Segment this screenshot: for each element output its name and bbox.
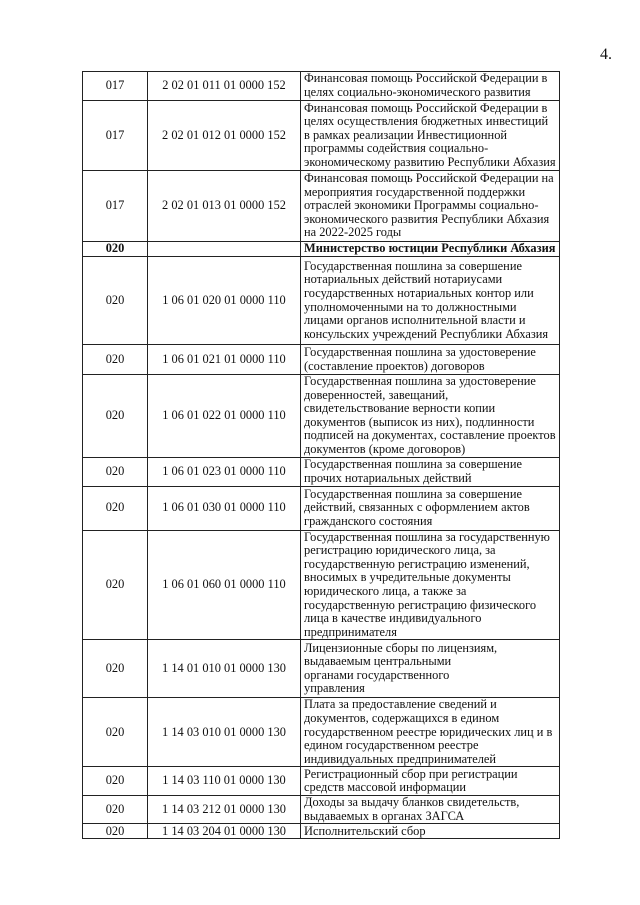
revenue-code-cell: 1 14 03 204 01 0000 130 (148, 824, 301, 839)
table-body (83, 72, 560, 839)
revenue-code-cell: 1 14 01 010 01 0000 130 (148, 640, 301, 698)
revenue-name-cell: Финансовая помощь Российской Федерации в целях социально-экономического развития (301, 72, 560, 101)
table-row (83, 101, 560, 171)
table-row (83, 345, 560, 375)
revenue-name-cell: Государственная пошлина за удостоверение (составление проектов) договоров (301, 345, 560, 375)
table-row (83, 796, 560, 824)
admin-code-cell: 020 (83, 530, 148, 640)
revenue-code-cell: 1 06 01 030 01 0000 110 (148, 486, 301, 530)
admin-code-cell: 017 (83, 101, 148, 171)
admin-code-cell: 020 (83, 242, 148, 257)
admin-code-cell: 020 (83, 486, 148, 530)
revenue-name-cell: Исполнительский сбор (301, 824, 560, 839)
admin-code-cell: 020 (83, 698, 148, 767)
revenue-code-cell: 2 02 01 013 01 0000 152 (148, 171, 301, 242)
revenue-code-cell: 1 06 01 021 01 0000 110 (148, 345, 301, 375)
table-row (83, 257, 560, 345)
table-row (83, 640, 560, 698)
revenue-code-cell: 1 14 03 212 01 0000 130 (148, 796, 301, 824)
revenue-name-cell: Финансовая помощь Российской Федерации на мероприятия государственной поддержки отраслей экономики Программы социально-экономического развития Республики Абхазия на 2022-2025 годы (301, 171, 560, 242)
revenue-name-cell: Министерство юстиции Республики Абхазия (301, 242, 560, 257)
admin-code-cell: 020 (83, 375, 148, 458)
revenue-name-cell: Плата за предоставление сведений и документов, содержащихся в едином государственном реестре юридических лиц и в едином государственном реестре индивидуальных предпринимателей (301, 698, 560, 767)
revenue-name-cell: Государственная пошлина за совершение действий, связанных с оформлением актов гражданского состояния (301, 486, 560, 530)
table-row (83, 767, 560, 796)
revenue-code-cell: 1 06 01 060 01 0000 110 (148, 530, 301, 640)
admin-code-cell: 020 (83, 767, 148, 796)
revenue-code-cell: 2 02 01 012 01 0000 152 (148, 101, 301, 171)
revenue-name-cell: Лицензионные сборы по лицензиям, выдаваемым центральными органами государственного управления (301, 640, 560, 698)
revenue-name-cell: Государственная пошлина за совершение нотариальных действий нотариусами государственных нотариальных контор или уполномоченными на то должностными лицами органов исполнительной власти и консульских учреждений Республики Абхазия (301, 257, 560, 345)
table-section-row (83, 242, 560, 257)
revenue-code-cell: 1 06 01 023 01 0000 110 (148, 457, 301, 486)
revenue-code-cell: 1 14 03 010 01 0000 130 (148, 698, 301, 767)
table-row (83, 375, 560, 458)
admin-code-cell: 020 (83, 457, 148, 486)
revenue-name-cell: Доходы за выдачу бланков свидетельств, выдаваемых в органах ЗАГСА (301, 796, 560, 824)
revenue-name-cell: Государственная пошлина за удостоверение доверенностей, завещаний, свидетельствование верности копии документов (выписок из них), подлинности подписей на документах, составление проектов документов (кроме договоров) (301, 375, 560, 458)
table-row (83, 72, 560, 101)
revenue-name-cell: Регистрационный сбор при регистрации средств массовой информации (301, 767, 560, 796)
admin-code-cell: 020 (83, 345, 148, 375)
admin-code-cell: 017 (83, 72, 148, 101)
admin-code-cell: 020 (83, 796, 148, 824)
table-row (83, 457, 560, 486)
table-row (83, 486, 560, 530)
revenue-code-cell: 1 14 03 110 01 0000 130 (148, 767, 301, 796)
admin-code-cell: 020 (83, 640, 148, 698)
table-row (83, 698, 560, 767)
admin-code-cell: 017 (83, 171, 148, 242)
table-row (83, 824, 560, 839)
table-row (83, 171, 560, 242)
admin-code-cell: 020 (83, 824, 148, 839)
revenue-code-cell: 1 06 01 022 01 0000 110 (148, 375, 301, 458)
revenue-name-cell: Государственная пошлина за государственную регистрацию юридического лица, за государственную регистрацию изменений, вносимых в учредительные документы юридического лица, а также за государственную регистрацию физического лица в качестве индивидуального предпринимателя (301, 530, 560, 640)
table-row (83, 530, 560, 640)
page-number: 4. (600, 46, 612, 63)
revenue-code-cell (148, 242, 301, 257)
revenue-code-cell: 2 02 01 011 01 0000 152 (148, 72, 301, 101)
revenue-name-cell: Государственная пошлина за совершение прочих нотариальных действий (301, 457, 560, 486)
revenue-classification-table (82, 71, 560, 839)
admin-code-cell: 020 (83, 257, 148, 345)
revenue-name-cell: Финансовая помощь Российской Федерации в целях осуществления бюджетных инвестиций в рамках реализации Инвестиционной программы содействия социально-экономическому развитию Республики Абхазия (301, 101, 560, 171)
revenue-code-cell: 1 06 01 020 01 0000 110 (148, 257, 301, 345)
